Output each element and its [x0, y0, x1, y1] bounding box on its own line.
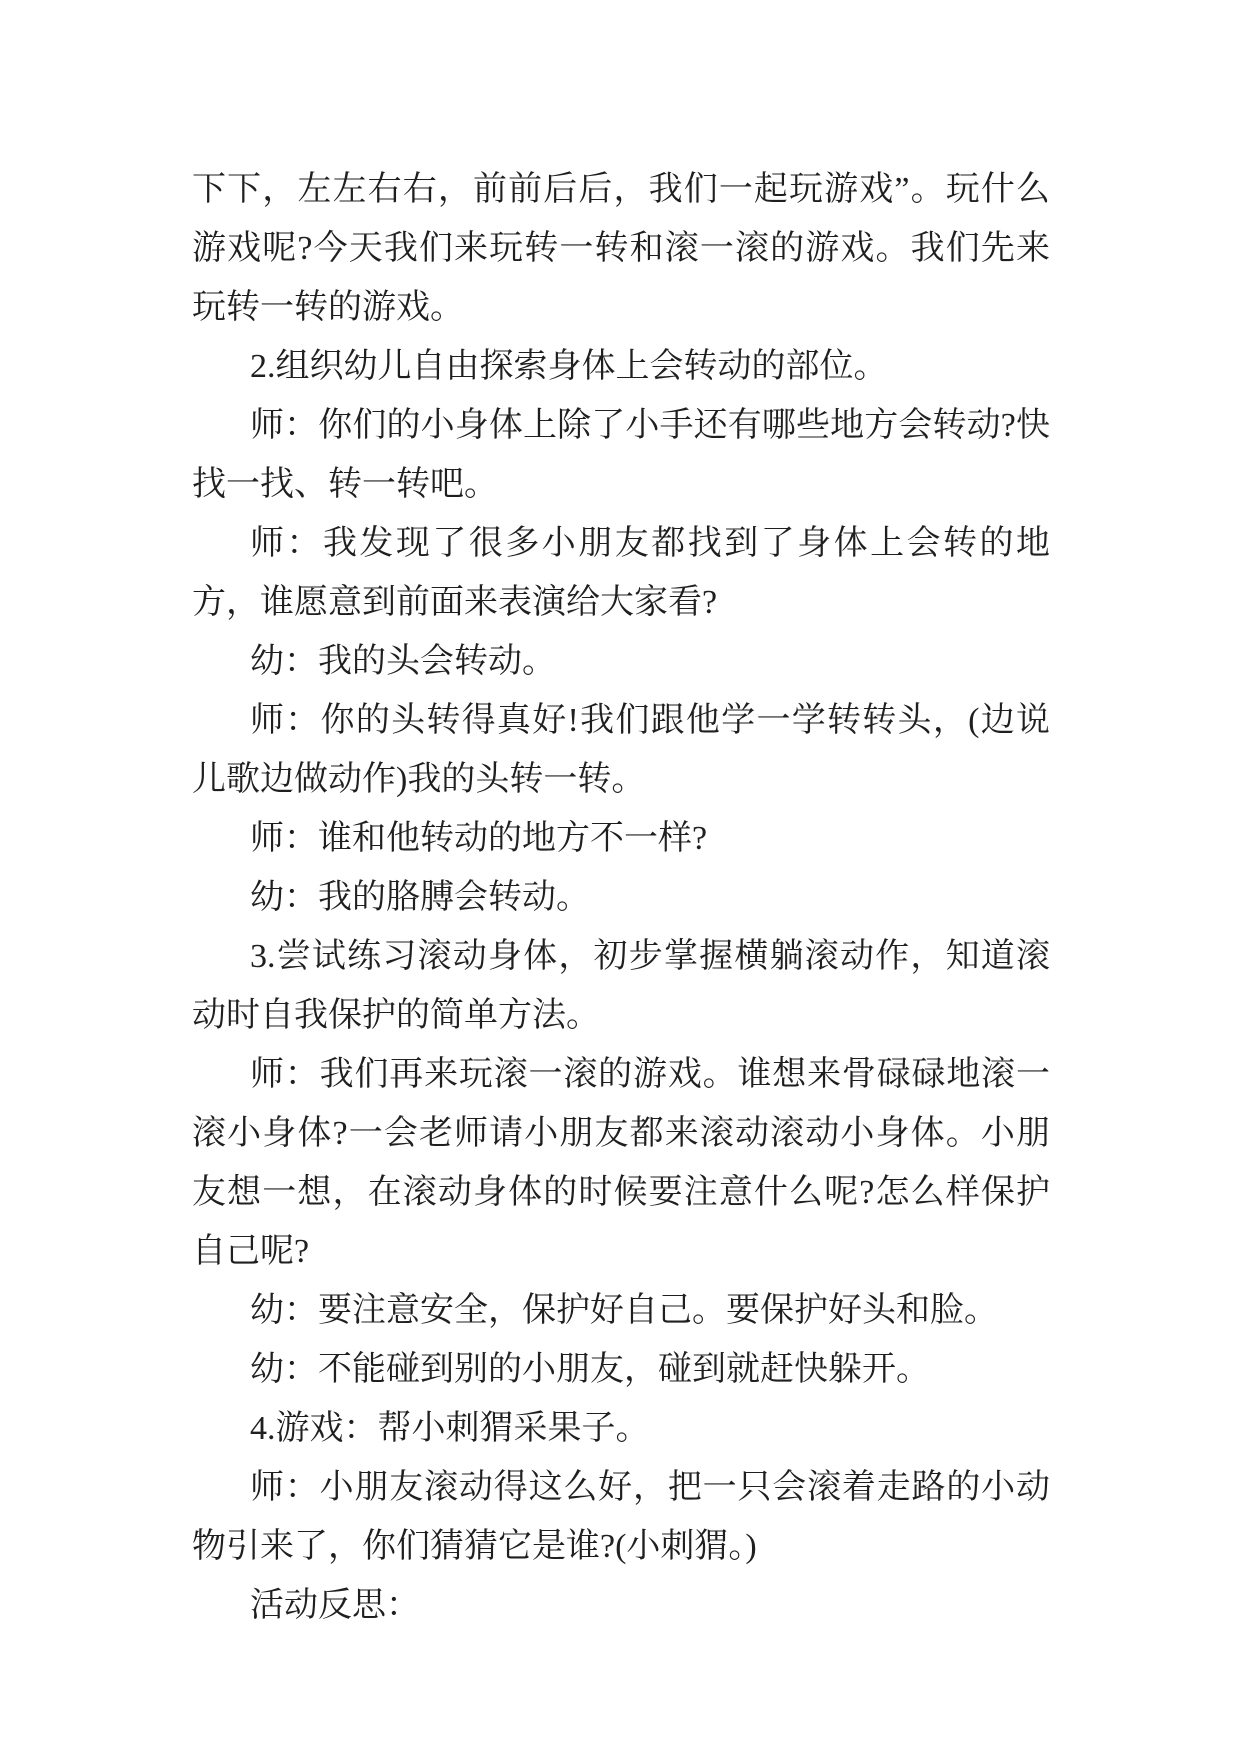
paragraph: 幼：不能碰到别的小朋友，碰到就赶快躲开。: [250, 1351, 930, 1388]
paragraph: 幼：要注意安全，保护好自己。要保护好头和脸。: [250, 1292, 998, 1329]
paragraph: 幼：我的头会转动。: [250, 643, 556, 680]
paragraph: 4.游戏：帮小刺猬采果子。: [250, 1410, 650, 1447]
paragraph: 师：谁和他转动的地方不一样?: [250, 820, 708, 857]
document-body: [192, 160, 1050, 1635]
paragraph: 3.尝试练习滚动身体，初步掌握横躺滚动作，知道滚动时自我保护的简单方法。: [192, 938, 1050, 1034]
paragraph: 下下，左左右右，前前后后，我们一起玩游戏”。玩什么游戏呢?今天我们来玩转一转和滚一滚的游戏。我们先来玩转一转的游戏。: [192, 171, 1050, 326]
paragraph: 师：我们再来玩滚一滚的游戏。谁想来骨碌碌地滚一滚小身体?一会老师请小朋友都来滚动滚动小身体。小朋友想一想，在滚动身体的时候要注意什么呢?怎么样保护自己呢?: [192, 1056, 1050, 1270]
paragraph: 幼：我的胳膊会转动。: [250, 879, 590, 916]
paragraph: 2.组织幼儿自由探索身体上会转动的部位。: [250, 348, 888, 385]
paragraph: 师：小朋友滚动得这么好，把一只会滚着走路的小动物引来了，你们猜猜它是谁?(小刺猬。): [192, 1469, 1050, 1565]
paragraph: 师：我发现了很多小朋友都找到了身体上会转的地方，谁愿意到前面来表演给大家看?: [192, 525, 1050, 621]
paragraph: 师：你们的小身体上除了小手还有哪些地方会转动?快找一找、转一转吧。: [192, 407, 1050, 503]
paragraph: 师：你的头转得真好!我们跟他学一学转转头，(边说儿歌边做动作)我的头转一转。: [192, 702, 1050, 798]
paragraph: 活动反思：: [250, 1587, 420, 1624]
